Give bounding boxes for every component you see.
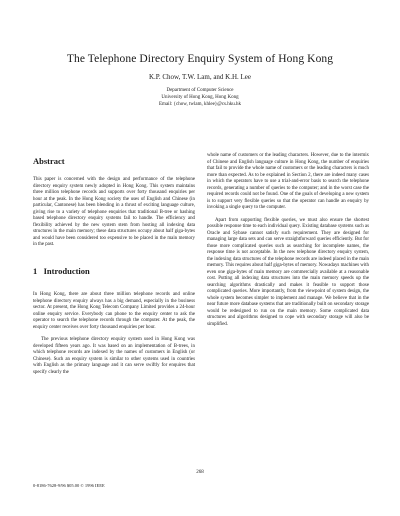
paper-authors: K.P. Chow, T.W. Lam, and K.H. Lee: [148, 73, 252, 81]
body-paragraph: Apart from supporting flexible queries, we must also ensure the shortest possible response time to each individual query. Existing database systems such as Oracle and Sybase cannot satisfy such requirement. They are designed for managing large data sets and can serve straightforward queries efficiently. But for those more complicated queries such as searching for incomplete names, the response time is not acceptable. In the new telephone directory enquiry system, the indexing data structures of the telephone records are indeed placed in the main memory. This requires about half giga-bytes of memory. Nowadays machines with even one giga-bytes of main memory are commercially available at a reasonable cost. Putting all indexing data structures into the main memory speeds up the searching algorithms drastically and makes it feasible to support those complicated queries. More importantly, from the viewpoint of system design, the whole system becomes simpler to implement and manage. We believe that in the near future more database systems that are traditionally built on secondary storage would be redesigned to run on the main memory. Some complicated data structures and algorithms designed to cope with secondary storage will also be simplified.: [207, 217, 369, 327]
copyright-line: 0-8186-7628-9/96 $05.00 © 1996 IEEE: [33, 483, 105, 488]
section-title: Introduction: [43, 266, 90, 276]
body-paragraph: whole name of customers or the leading characters. However, due to the intermix of Chinese and English language culture in Hong Kong, the number of enquiries that fail to provide the whole name of customers or the leading characters is much more than expected. As to be explained in Section 2, there are indeed many cases in which the operators have to use a trial-and-error basis to search the telephone records, generating a number of queries to the computer; and in the worst case the required records could not be found. One of the goals of developing a new system is to support very flexible queries so that the operator can handle an enquiry by invoking a single query to the computer.: [207, 153, 369, 210]
right-column-body: [207, 153, 369, 334]
intro-paragraph: The previous telephone directory enquiry system used in Hong Kong was developed fifteen years ago. It was based on an implementation of B-trees, in which telephone records are indexed by the names of customers in English (or Chinese). Such an enquiry system is similar to other systems used in countries with English as the primary language and it can serve swiftly for enquires that specify clearly the: [33, 337, 195, 375]
affiliation-university: University of Hong Kong, Hong Kong: [161, 95, 239, 100]
abstract-text: This paper is concerned with the design and performance of the telephone directory enquiry system newly adopted in Hong Kong. This system maintains three million telephone records and supports over forty thousand enquiries per hour at the peak. In the Hong Kong society the uses of English and Chinese (in particular, Cantonese) has been blending in a thrust of exciting language culture, giving rise to a variety of telephone enquiries that traditional B-tree or hashing based telephone directory enquiry systems fail to handle. The efficiency and flexibility achieved by the new system stem from hosting all indexing data structures in the main memory; these data structures occupy about half giga-bytes and would have been considered too expensive to be placed in the main memory in the past.: [33, 177, 195, 247]
page-number: 268: [196, 470, 204, 475]
abstract-heading: Abstract: [33, 156, 65, 166]
introduction-body: [33, 292, 195, 382]
intro-paragraph: In Hong Kong, there are about three million telephone records and online telephone directory enquiry always has a big demand, especially in the business sector. At present, the Hong Kong Telecom Company Limited provides a 24-hour online enquiry service. Everybody can phone to the enquiry center to ask the operator to search the telephone records through the computer. At the peak, the enquiry center receives over forty thousand enquiries per hour.: [33, 292, 195, 330]
section-number: 1: [33, 266, 38, 276]
section-heading-introduction: [33, 266, 90, 276]
abstract-body: [33, 177, 195, 255]
affiliation-department: Department of Computer Science: [166, 88, 234, 93]
affiliation-email: Email: {chow, twlam, khlee}@cs.hku.hk: [159, 102, 241, 107]
paper-title: The Telephone Directory Enquiry System of Hong Kong: [66, 53, 334, 65]
